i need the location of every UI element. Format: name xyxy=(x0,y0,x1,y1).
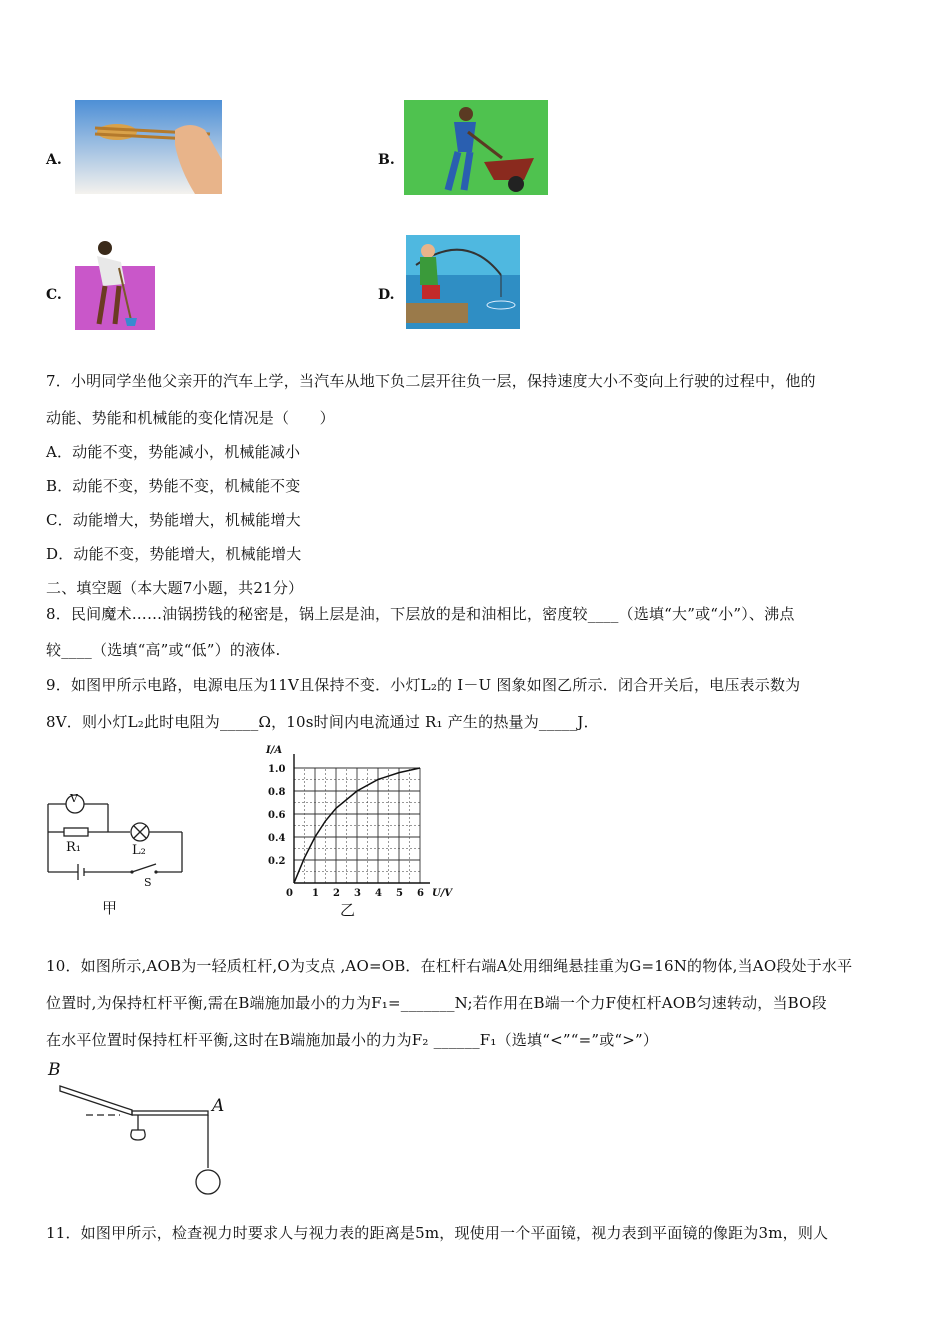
circuit-caption: 甲 xyxy=(102,899,118,917)
lever-arm-ob xyxy=(60,1086,132,1115)
lever-label-b: B xyxy=(48,1060,61,1080)
x-tick-label: 3 xyxy=(354,888,361,899)
q7-option-a: A．动能不变，势能减小，机械能减小 xyxy=(46,443,301,461)
fishing-rod-image xyxy=(406,235,520,329)
q9-line2: 8V．则小灯L₂此时电阻为_____Ω，10s时间内电流通过 R₁ 产生的热量为_____J． xyxy=(46,713,599,731)
q7-stem-line1: 7．小明同学坐他父亲开的汽车上学，当汽车从地下负二层开往负一层，保持速度大小不变向上行驶的过程中，他的 xyxy=(46,372,816,390)
q9-line1: 9．如图甲所示电路，电源电压为11V且保持不变．小灯L₂的 I－U 图象如图乙所示．闭合开关后，电压表示数为 xyxy=(46,676,801,694)
option-c-label: C. xyxy=(46,287,62,303)
weight-icon xyxy=(196,1170,220,1194)
voltmeter-label: V xyxy=(70,792,78,805)
x-tick-label: 2 xyxy=(333,888,340,899)
lever-label-a: A xyxy=(212,1096,225,1116)
q10-line2: 位置时,为保持杠杆平衡,需在B端施加最小的力为F₁=_______N;若作用在B端一个力F使杠杆AOB匀速转动，当BO段 xyxy=(46,994,827,1012)
lever-arm-oa xyxy=(132,1111,208,1115)
x-tick-label: 1 xyxy=(312,888,319,899)
chart-caption: 乙 xyxy=(340,901,356,919)
y-tick-label: 0.4 xyxy=(268,833,286,844)
iu-chart xyxy=(262,743,462,923)
broom-image xyxy=(75,238,155,330)
q8-line1: 8．民间魔术……油锅捞钱的秘密是，锅上层是油，下层放的是和油相比，密度较____（选填“大”或“小”）、沸点 xyxy=(46,605,795,623)
x-axis-label: U/V xyxy=(432,888,453,899)
lever-diagram xyxy=(40,1058,240,1203)
resistor-icon xyxy=(64,828,88,836)
lamp-label: L₂ xyxy=(132,843,146,858)
pivot-icon xyxy=(131,1130,145,1140)
wheelbarrow-image xyxy=(404,100,548,195)
y-tick-label: 0.2 xyxy=(268,856,286,867)
option-d-label: D. xyxy=(378,287,395,303)
x-tick-label: 4 xyxy=(375,888,382,899)
q8-line2: 较____（选填“高”或“低”）的液体. xyxy=(46,641,281,659)
q7-stem-line2: 动能、势能和机械能的变化情况是（ ） xyxy=(46,409,335,427)
y-axis-label: I/A xyxy=(266,745,283,756)
x-tick-label: 0 xyxy=(286,888,293,899)
x-tick-label: 6 xyxy=(417,888,424,899)
q10-line1: 10．如图所示,AOB为一轻质杠杆,O为支点 ,AO=OB．在杠杆右端A处用细绳悬挂重为G=16N的物体,当AO段处于水平 xyxy=(46,957,853,975)
y-tick-label: 0.6 xyxy=(268,810,286,821)
switch-label: S xyxy=(144,876,152,889)
q7-option-b: B．动能不变，势能不变，机械能不变 xyxy=(46,477,301,495)
q11-line1: 11．如图甲所示，检查视力时要求人与视力表的距离是5m，现使用一个平面镜，视力表到平面镜的像距为3m，则人 xyxy=(46,1224,829,1242)
y-tick-label: 1.0 xyxy=(268,764,286,775)
q7-option-d: D．动能不变，势能增大，机械能增大 xyxy=(46,545,302,563)
section-heading: 二、填空题（本大题7小题，共21分） xyxy=(46,579,304,597)
option-b-label: B. xyxy=(378,152,395,168)
chopsticks-image xyxy=(75,100,222,194)
switch-icon xyxy=(132,864,156,872)
iu-chart-svg xyxy=(262,743,462,923)
q10-line3: 在水平位置时保持杠杆平衡,这时在B端施加最小的力为F₂ ______F₁（选填“<”“=”或“>”） xyxy=(46,1031,659,1049)
y-tick-label: 0.8 xyxy=(268,787,286,798)
x-tick-label: 5 xyxy=(396,888,403,899)
option-a-label: A. xyxy=(46,152,62,168)
q7-option-c: C．动能增大，势能增大，机械能增大 xyxy=(46,511,301,529)
resistor-label: R₁ xyxy=(66,840,81,855)
